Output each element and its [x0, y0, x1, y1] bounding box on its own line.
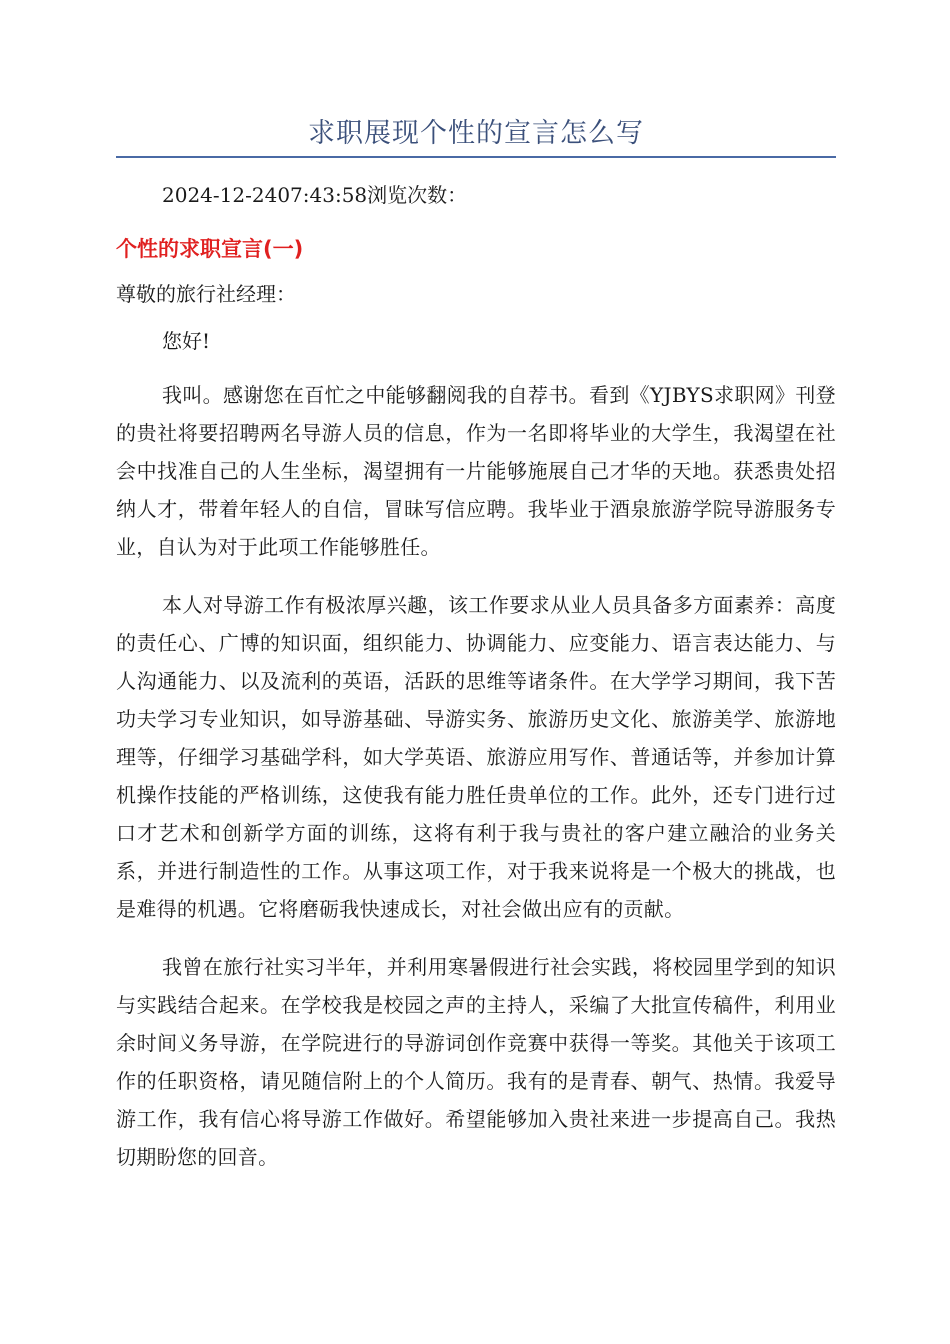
- document-page: [116, 0, 836, 1196]
- section-heading: 个性的求职宣言(一): [116, 237, 304, 261]
- salutation: 尊敬的旅行社经理：: [116, 282, 296, 306]
- publish-meta: 2024-12-2407:43:58浏览次数：: [162, 183, 468, 207]
- page-title: 求职展现个性的宣言怎么写: [308, 118, 644, 149]
- body-paragraph-3: 我曾在旅行社实习半年，并利用寒暑假进行社会实践，将校园里学到的知识与实践结合起来。在学校我是校园之声的主持人，采编了大批宣传稿件，利用业余时间义务导游，在学院进行的导游词创作竞赛中获得一等奖。其他关于该项工作的任职资格，请见随信附上的个人简历。我有的是青春、朝气、热情。我爱导游工作，我有信心将导游工作做好。希望能够加入贵社来进一步提高自己。我热切期盼您的回音。: [116, 955, 836, 1169]
- greeting: 您好!: [162, 329, 211, 353]
- title-divider: [116, 156, 836, 158]
- body-paragraph-1: 我叫。感谢您在百忙之中能够翻阅我的自荐书。看到《YJBYS求职网》刊登的贵社将要招聘两名导游人员的信息，作为一名即将毕业的大学生，我渴望在社会中找准自己的人生坐标，渴望拥有一片能够施展自己才华的天地。获悉贵处招纳人才，带着年轻人的自信，冒昧写信应聘。我毕业于酒泉旅游学院导游服务专业，自认为对于此项工作能够胜任。: [116, 383, 836, 559]
- body-paragraph-2: 本人对导游工作有极浓厚兴趣，该工作要求从业人员具备多方面素养：高度的责任心、广博的知识面，组织能力、协调能力、应变能力、语言表达能力、与人沟通能力、以及流利的英语，活跃的思维等诸条件。在大学学习期间，我下苦功夫学习专业知识，如导游基础、导游实务、旅游历史文化、旅游美学、旅游地理等，仔细学习基础学科，如大学英语、旅游应用写作、普通话等，并参加计算机操作技能的严格训练，这使我有能力胜任贵单位的工作。此外，还专门进行过口才艺术和创新学方面的训练，这将有利于我与贵社的客户建立融洽的业务关系，并进行制造性的工作。从事这项工作，对于我来说将是一个极大的挑战，也是难得的机遇。它将磨砺我快速成长，对社会做出应有的贡献。: [116, 593, 836, 921]
